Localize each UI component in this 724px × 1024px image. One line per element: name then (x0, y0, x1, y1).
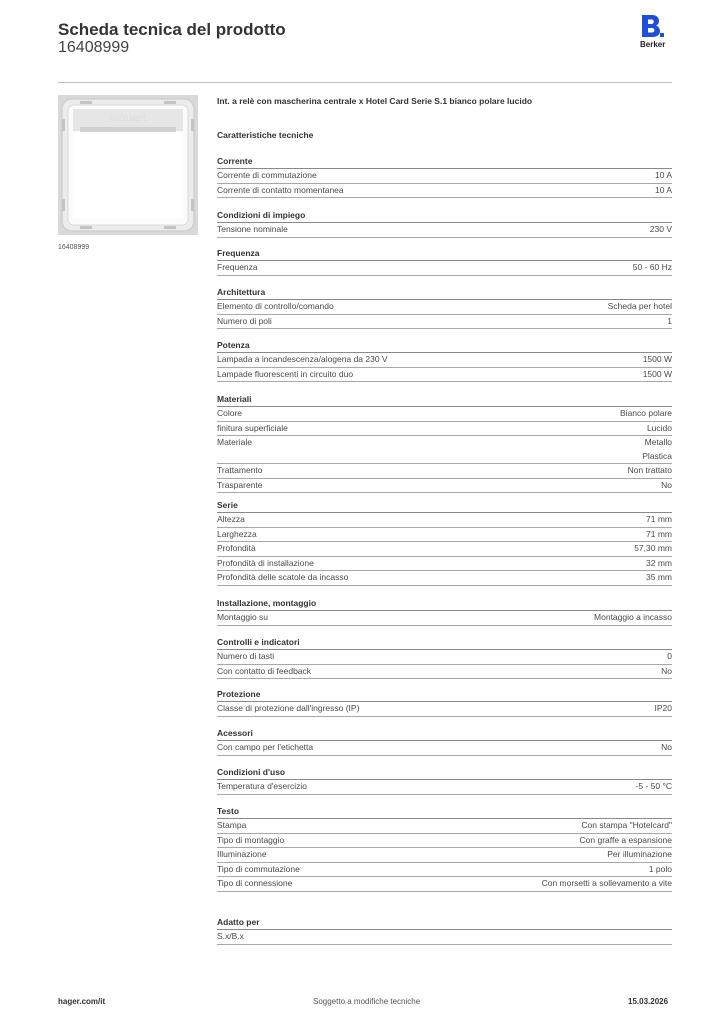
spec-value: Scheda per hotel (607, 301, 672, 311)
spec-value: No (661, 479, 672, 490)
spec-row (217, 557, 672, 572)
section-title: Acessori (217, 727, 672, 741)
spec-row (217, 863, 672, 878)
spec-row (217, 315, 672, 330)
spec-row (217, 513, 672, 528)
spec-value: 1 polo (648, 863, 672, 874)
spec-label: Profondità di installazione (217, 557, 314, 568)
spec-value: IP20 (654, 703, 672, 713)
spec-section (217, 209, 672, 238)
spec-row (217, 571, 672, 586)
spec-section (217, 688, 672, 717)
product-title: Int. a relè con mascherina centrale x Hotel Card Serie S.1 bianco polare lucido (217, 96, 533, 106)
spec-label: Con campo per l'etichetta (217, 742, 314, 752)
spec-value: Metallo Plastica (642, 437, 672, 461)
spec-row (217, 407, 672, 422)
spec-value: Non trattato (627, 465, 672, 475)
spec-label: Illuminazione (217, 849, 267, 859)
spec-value: 71 mm (646, 514, 672, 524)
spec-row (217, 780, 672, 795)
spec-row (217, 741, 672, 756)
spec-label: Stampa (217, 820, 247, 830)
spec-section (217, 339, 672, 382)
spec-section (217, 727, 672, 756)
spec-section (217, 499, 672, 586)
spec-label: Lampade fluorescenti in circuito duo (217, 368, 354, 379)
spec-row (217, 368, 672, 383)
spec-row (217, 611, 672, 626)
spec-row (217, 436, 672, 464)
spec-row (217, 422, 672, 437)
spec-value: 10 A (654, 184, 672, 195)
spec-label: Elemento di controllo/comando (217, 301, 334, 311)
spec-label: Profondità delle scatole da incasso (217, 572, 349, 582)
logo-text: Berker (640, 40, 666, 49)
spec-row (217, 930, 672, 945)
spec-row (217, 184, 672, 199)
spec-row (217, 542, 672, 557)
section-title: Adatto per (217, 916, 672, 930)
berker-b-icon (640, 14, 664, 39)
spec-row (217, 169, 672, 184)
spec-section (217, 916, 672, 945)
section-title: Condizioni d'uso (217, 766, 672, 780)
spec-value: 71 mm (646, 528, 672, 539)
footer-date: 15.03.2026 (628, 997, 669, 1006)
spec-section (217, 247, 672, 276)
berker-logo (640, 14, 676, 49)
section-title: Architettura (217, 286, 672, 300)
spec-value: Con graffe a espansione (579, 834, 672, 845)
spec-label: finitura superficiale (217, 422, 288, 433)
section-title: Condizioni di impiego (217, 209, 672, 223)
spec-value: 32 mm (646, 557, 672, 568)
spec-label: Trasparente (217, 479, 263, 490)
spec-label: Tipo di connessione (217, 878, 293, 888)
spec-value: Bianco polare (620, 408, 672, 418)
spec-row (217, 464, 672, 479)
spec-value: 57,30 mm (634, 543, 672, 553)
spec-section (217, 597, 672, 626)
spec-label: Temperatura d'esercizio (217, 781, 307, 791)
tech-specs-title: Caratteristiche tecniche (217, 130, 314, 140)
spec-row (217, 650, 672, 665)
footer-disclaimer: Soggetto a modifiche tecniche (313, 997, 421, 1006)
spec-value: 1 (667, 315, 672, 326)
product-image (58, 95, 198, 235)
spec-row (217, 261, 672, 276)
spec-row (217, 834, 672, 849)
page-title: Scheda tecnica del prodotto (58, 20, 286, 39)
spec-row (217, 479, 672, 494)
spec-label: Trattamento (217, 465, 263, 475)
spec-section (217, 636, 672, 679)
product-code: 16408999 (58, 39, 130, 56)
spec-label: Materiale (217, 437, 252, 447)
spec-value: Con stampa "Hotelcard" (581, 820, 672, 830)
spec-value: 1500 W (642, 354, 672, 364)
spec-row (217, 665, 672, 680)
spec-label: S.x/B.x (217, 931, 244, 941)
spec-label: Corrente di contatto momentanea (217, 184, 344, 195)
footer-website: hager.com/it (58, 997, 106, 1006)
spec-value: 50 - 60 Hz (632, 262, 672, 272)
spec-label: Profondità (217, 543, 256, 553)
spec-row (217, 819, 672, 834)
spec-label: Tensione nominale (217, 224, 288, 234)
section-title: Installazione, montaggio (217, 597, 672, 611)
spec-label: Numero di poli (217, 315, 272, 326)
spec-label: Corrente di commutazione (217, 170, 317, 180)
spec-value: 230 V (649, 224, 672, 234)
section-title: Protezione (217, 688, 672, 702)
spec-label: Altezza (217, 514, 245, 524)
spec-value: No (661, 665, 672, 676)
section-title: Frequenza (217, 247, 672, 261)
spec-section (217, 805, 672, 892)
spec-section (217, 766, 672, 795)
spec-value: Con morsetti a sollevamento a vite (541, 878, 672, 888)
spec-section (217, 393, 672, 493)
spec-value: Lucido (646, 422, 672, 433)
spec-row (217, 528, 672, 543)
spec-value: Montaggio a incasso (594, 612, 672, 622)
image-caption-code: 16408999 (58, 244, 90, 251)
section-title: Materiali (217, 393, 672, 407)
spec-label: Frequenza (217, 262, 258, 272)
hotelcard-stamp: Hotelcard (108, 113, 148, 123)
spec-value: 0 (667, 651, 672, 661)
spec-row (217, 353, 672, 368)
spec-value: 1500 W (642, 368, 672, 379)
spec-value: No (661, 742, 672, 752)
spec-row (217, 877, 672, 892)
spec-label: Numero di tasti (217, 651, 275, 661)
spec-row (217, 702, 672, 717)
spec-value: 10 A (654, 170, 672, 180)
header-divider (58, 82, 672, 83)
spec-label: Tipo di commutazione (217, 863, 300, 874)
spec-row (217, 223, 672, 238)
section-title: Corrente (217, 155, 672, 169)
spec-section (217, 286, 672, 329)
spec-value: 35 mm (646, 572, 672, 582)
spec-label: Con contatto di feedback (217, 665, 312, 676)
spec-label: Larghezza (217, 528, 257, 539)
section-title: Potenza (217, 339, 672, 353)
spec-row (217, 848, 672, 863)
spec-label: Lampada a incandescenza/alogena da 230 V (217, 354, 388, 364)
spec-label: Montaggio su (217, 612, 269, 622)
section-title: Serie (217, 499, 672, 513)
spec-row (217, 300, 672, 315)
section-title: Controlli e indicatori (217, 636, 672, 650)
spec-value: Per illuminazione (607, 849, 672, 859)
spec-label: Classe di protezione dall'ingresso (IP) (217, 703, 360, 713)
spec-section (217, 155, 672, 198)
section-title: Testo (217, 805, 672, 819)
spec-label: Colore (217, 408, 243, 418)
spec-label: Tipo di montaggio (217, 834, 285, 845)
spec-value: -5 - 50 °C (635, 781, 672, 791)
